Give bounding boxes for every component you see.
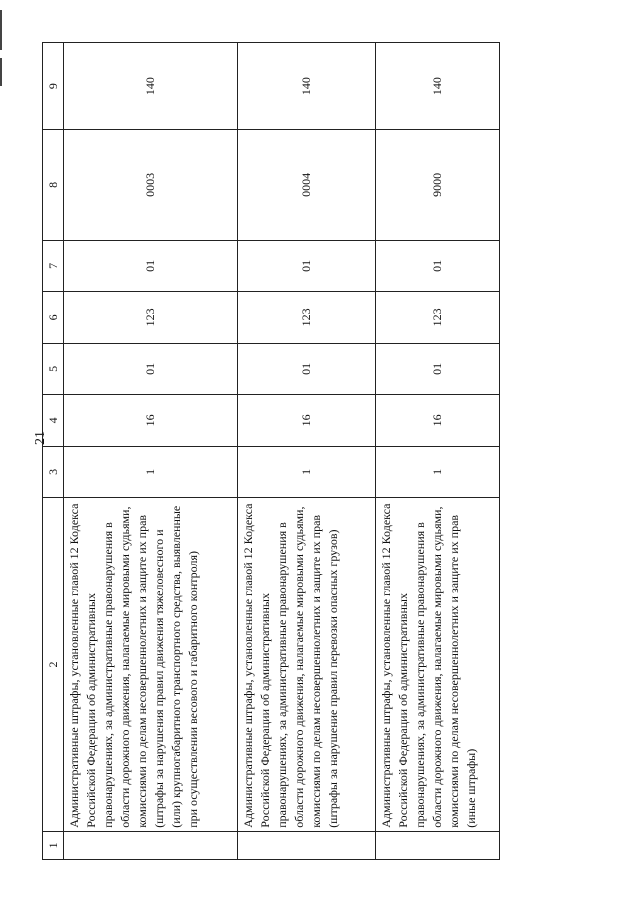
table-row [238, 43, 376, 860]
code-cell: 16 [64, 395, 238, 447]
code-cell: 0003 [64, 130, 238, 240]
code-cell: 123 [376, 292, 500, 344]
table-row [64, 43, 238, 860]
description-cell: Административные штрафы, установленные главой 12 Кодекса Российской Федерации об административных правонарушениях, за административные правонарушения в области дорожного движения, налагаемые мировыми судьями, комиссиями по делам несовершеннолетних и защите их прав (штрафы за нарушение правил перевозки опасных грузов) [238, 498, 376, 832]
code-cell: 123 [238, 292, 376, 344]
scan-edge-mark [0, 58, 2, 86]
code-cell: 1 [376, 446, 500, 498]
code-cell: 1 [238, 446, 376, 498]
row-index-cell [64, 831, 238, 859]
code-cell: 140 [376, 43, 500, 130]
code-cell: 140 [64, 43, 238, 130]
code-cell: 01 [64, 343, 238, 395]
code-cell: 123 [64, 292, 238, 344]
row-index-cell [238, 831, 376, 859]
code-cell: 01 [64, 240, 238, 292]
description-cell: Административные штрафы, установленные главой 12 Кодекса Российской Федерации об административных правонарушениях, за административные правонарушения в области дорожного движения, налагаемые мировыми судьями, комиссиями по делам несовершеннолетних и защите их прав (иные штрафы) [376, 498, 500, 832]
code-cell: 140 [238, 43, 376, 130]
budget-classification-table [42, 42, 500, 860]
header-cell: 6 [43, 292, 64, 344]
code-cell: 01 [238, 343, 376, 395]
header-cell: 7 [43, 240, 64, 292]
code-cell: 1 [64, 446, 238, 498]
code-cell: 16 [376, 395, 500, 447]
code-cell: 01 [376, 343, 500, 395]
header-cell: 1 [43, 831, 64, 859]
description-cell: Административные штрафы, установленные главой 12 Кодекса Российской Федерации об административных правонарушениях, за административные правонарушения в области дорожного движения, налагаемые мировыми судьями, комиссиями по делам несовершеннолетних и защите их прав (штрафы за нарушения правил движения тяжеловесного и (или) крупногабаритного транспортного средства, выявленные при осуществлении весового и габаритного контроля) [64, 498, 238, 832]
header-cell: 3 [43, 446, 64, 498]
row-index-cell [376, 831, 500, 859]
header-cell: 2 [43, 498, 64, 832]
code-cell: 9000 [376, 130, 500, 240]
code-cell: 16 [238, 395, 376, 447]
code-cell: 01 [238, 240, 376, 292]
header-cell: 8 [43, 130, 64, 240]
scan-edge-mark [0, 10, 2, 50]
header-cell: 9 [43, 43, 64, 130]
code-cell: 0004 [238, 130, 376, 240]
code-cell: 01 [376, 240, 500, 292]
table-row [376, 43, 500, 860]
header-cell: 4 [43, 395, 64, 447]
header-row [43, 43, 64, 860]
rotated-table-container [42, 42, 498, 860]
page-number: 21 [33, 431, 48, 445]
header-cell: 5 [43, 343, 64, 395]
